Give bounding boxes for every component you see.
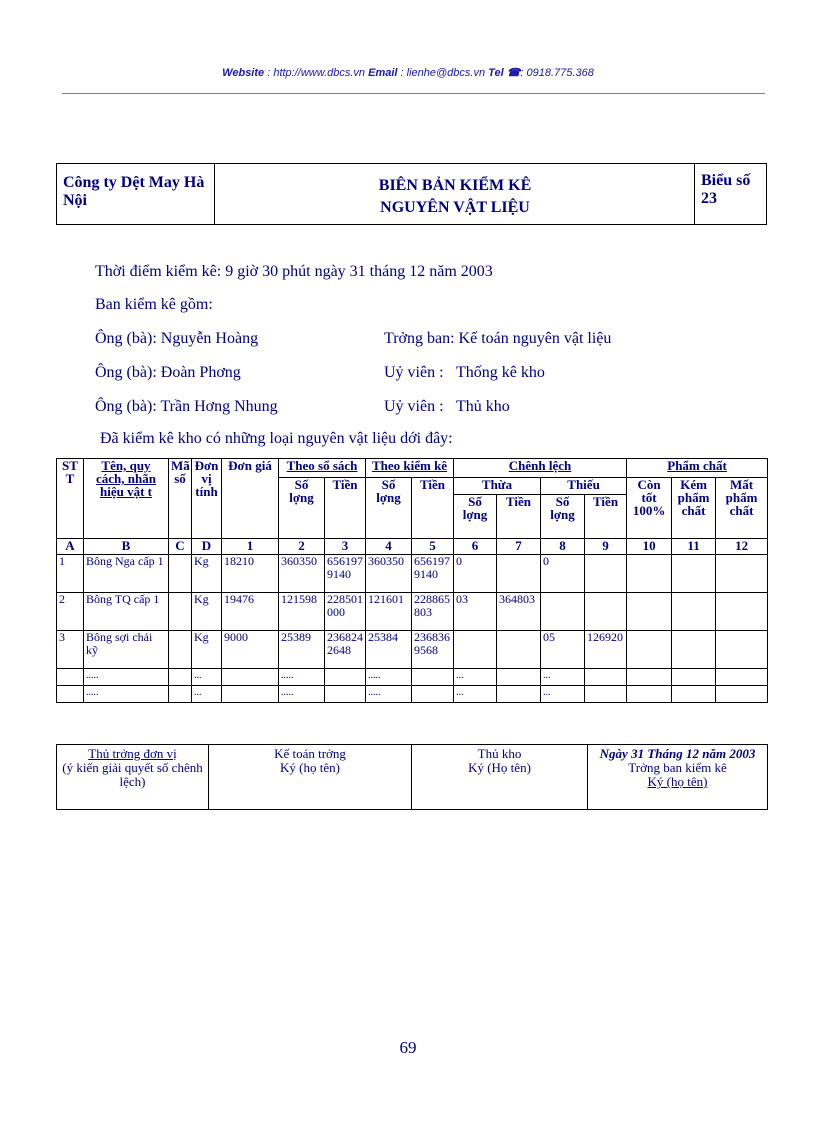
cell-book-amt: 6561979140 bbox=[325, 555, 366, 593]
cell-surplus-qty: 03 bbox=[454, 593, 497, 631]
index-cell: D bbox=[192, 539, 222, 555]
email-value: : lienhe@dbcs.vn bbox=[400, 67, 486, 79]
cell-empty bbox=[169, 686, 192, 703]
cell-price: 9000 bbox=[222, 631, 279, 669]
cell-code bbox=[169, 555, 192, 593]
member-2-role: Thống kê kho bbox=[456, 364, 545, 381]
index-cell: 6 bbox=[454, 539, 497, 555]
phone-icon: ☎ bbox=[506, 67, 521, 79]
member-3-role: Thủ kho bbox=[456, 398, 510, 415]
sig-unit-head bbox=[57, 745, 209, 810]
cell-poor bbox=[672, 555, 716, 593]
cell-unit: Kg bbox=[192, 631, 222, 669]
index-cell: 12 bbox=[716, 539, 768, 555]
page-number: 69 bbox=[399, 1038, 417, 1057]
signature-table bbox=[56, 744, 768, 810]
table-row bbox=[57, 555, 768, 593]
member-3-name: Ông (bà): Trần Hơng Nhung bbox=[95, 398, 278, 415]
cell-ellipsis: ... bbox=[192, 669, 222, 686]
cell-empty bbox=[57, 686, 84, 703]
cell-ellipsis: ..... bbox=[279, 686, 325, 703]
col-header-lost: Mất phẩm chất bbox=[716, 478, 768, 539]
index-cell: B bbox=[84, 539, 169, 555]
cell-book-amt: 228501000 bbox=[325, 593, 366, 631]
col-header-surplus: Thừa bbox=[454, 478, 541, 495]
cell-lost bbox=[716, 631, 768, 669]
cell-code bbox=[169, 631, 192, 669]
cell-shortage-qty: 05 bbox=[541, 631, 585, 669]
index-cell: A bbox=[57, 539, 84, 555]
cell-ellipsis: ... bbox=[192, 686, 222, 703]
cell-book-qty: 360350 bbox=[279, 555, 325, 593]
sig-storekeeper-title: Thủ kho bbox=[477, 746, 522, 761]
table-row-placeholder bbox=[57, 669, 768, 686]
cell-check-amt: 228865803 bbox=[412, 593, 454, 631]
col-header-check-qty: Số lợng bbox=[366, 478, 412, 539]
table-row bbox=[57, 593, 768, 631]
cell-empty bbox=[672, 686, 716, 703]
cell-empty bbox=[222, 669, 279, 686]
cell-empty bbox=[497, 669, 541, 686]
cell-surplus-amt bbox=[497, 555, 541, 593]
table-row bbox=[57, 631, 768, 669]
member-2-role-label: Uỷ viên : bbox=[384, 364, 444, 381]
cell-empty bbox=[412, 686, 454, 703]
col-header-diff: Chênh lệch bbox=[454, 459, 627, 478]
cell-code bbox=[169, 593, 192, 631]
document-title bbox=[215, 164, 695, 224]
sig-date: Ngày 31 Tháng 12 năm 2003 bbox=[599, 746, 756, 761]
index-cell: 5 bbox=[412, 539, 454, 555]
cell-price: 19476 bbox=[222, 593, 279, 631]
cell-unit: Kg bbox=[192, 555, 222, 593]
cell-surplus-amt: 364803 bbox=[497, 593, 541, 631]
sig-committee-head bbox=[588, 745, 768, 810]
col-header-name: Tên, quy cách, nhãn hiệu vật t bbox=[84, 459, 169, 539]
cell-book-amt: 2368242648 bbox=[325, 631, 366, 669]
index-cell: 2 bbox=[279, 539, 325, 555]
header-divider bbox=[62, 93, 765, 94]
cell-ellipsis: ..... bbox=[279, 669, 325, 686]
member-1-name: Ông (bà): Nguyễn Hoàng bbox=[95, 330, 259, 347]
inventory-statement: Đã kiểm kê kho có những loại nguyên vật liệu dới đây: bbox=[100, 430, 453, 447]
col-header-unit: Đơn vị tính bbox=[192, 459, 222, 539]
index-cell: 10 bbox=[627, 539, 672, 555]
col-header-book-amt: Tiền bbox=[325, 478, 366, 539]
cell-poor bbox=[672, 631, 716, 669]
col-header-stt: ST T bbox=[57, 459, 84, 539]
cell-surplus-qty: 0 bbox=[454, 555, 497, 593]
sig-unit-head-title: Thủ trởng đơn vị bbox=[88, 746, 177, 761]
index-cell: 11 bbox=[672, 539, 716, 555]
cell-shortage-qty: 0 bbox=[541, 555, 585, 593]
col-header-surplus-qty: Số lợng bbox=[454, 495, 497, 539]
cell-check-qty: 25384 bbox=[366, 631, 412, 669]
website-value: : http://www.dbcs.vn bbox=[267, 67, 366, 79]
cell-ellipsis: ..... bbox=[84, 669, 169, 686]
col-header-good: Còn tốt 100% bbox=[627, 478, 672, 539]
cell-name: Bông Nga cấp 1 bbox=[84, 555, 169, 593]
cell-name: Bông TQ cấp 1 bbox=[84, 593, 169, 631]
title-line-2: NGUYÊN VẬT LIỆU bbox=[380, 199, 530, 216]
cell-good bbox=[627, 555, 672, 593]
cell-ellipsis: ... bbox=[454, 686, 497, 703]
cell-shortage-amt bbox=[585, 555, 627, 593]
cell-ellipsis: ... bbox=[541, 686, 585, 703]
title-box bbox=[56, 163, 767, 225]
website-label: Website bbox=[222, 67, 265, 79]
cell-empty bbox=[325, 686, 366, 703]
cell-good bbox=[627, 593, 672, 631]
cell-ellipsis: ..... bbox=[366, 669, 412, 686]
sig-storekeeper-sign: Ký (Họ tên) bbox=[468, 760, 531, 775]
member-3-role-label: Uỷ viên : bbox=[384, 398, 444, 415]
cell-ellipsis: ..... bbox=[84, 686, 169, 703]
col-header-surplus-amt: Tiền bbox=[497, 495, 541, 539]
cell-lost bbox=[716, 593, 768, 631]
sig-unit-head-note: (ý kiến giải quyết số chênh lệch) bbox=[62, 760, 203, 789]
col-header-code: Mã số bbox=[169, 459, 192, 539]
cell-surplus-qty bbox=[454, 631, 497, 669]
index-cell: 3 bbox=[325, 539, 366, 555]
sig-committee-head-title: Trởng ban kiểm kê bbox=[628, 760, 727, 775]
cell-shortage-amt bbox=[585, 593, 627, 631]
member-2-name: Ông (bà): Đoàn Phơng bbox=[95, 364, 241, 381]
cell-empty bbox=[585, 669, 627, 686]
col-header-book-qty: Số lợng bbox=[279, 478, 325, 539]
index-cell: 1 bbox=[222, 539, 279, 555]
sig-chief-accountant-sign: Ký (họ tên) bbox=[280, 760, 340, 775]
company-name: Công ty Dệt May Hà Nội bbox=[57, 164, 215, 224]
tel-value: : 0918.775.368 bbox=[520, 67, 594, 79]
sig-chief-accountant-title: Kế toán trởng bbox=[274, 746, 346, 761]
cell-stt: 2 bbox=[57, 593, 84, 631]
col-header-poor: Kém phẩm chất bbox=[672, 478, 716, 539]
table-row-placeholder bbox=[57, 686, 768, 703]
cell-ellipsis: ... bbox=[454, 669, 497, 686]
sig-chief-accountant bbox=[209, 745, 412, 810]
sig-storekeeper bbox=[412, 745, 588, 810]
cell-good bbox=[627, 631, 672, 669]
col-header-price: Đơn giá bbox=[222, 459, 279, 539]
cell-empty bbox=[497, 686, 541, 703]
cell-empty bbox=[57, 669, 84, 686]
cell-empty bbox=[325, 669, 366, 686]
cell-stt: 1 bbox=[57, 555, 84, 593]
cell-empty bbox=[222, 686, 279, 703]
form-number: Biểu số 23 bbox=[694, 164, 766, 224]
cell-empty bbox=[672, 669, 716, 686]
cell-empty bbox=[627, 669, 672, 686]
title-line-1: BIÊN BẢN KIỂM KÊ bbox=[378, 177, 532, 194]
cell-empty bbox=[169, 669, 192, 686]
col-header-check-amt: Tiền bbox=[412, 478, 454, 539]
committee-heading: Ban kiểm kê gồm: bbox=[95, 296, 213, 313]
cell-ellipsis: ..... bbox=[366, 686, 412, 703]
col-header-books: Theo sổ sách bbox=[279, 459, 366, 478]
cell-surplus-amt bbox=[497, 631, 541, 669]
cell-lost bbox=[716, 555, 768, 593]
member-1-role: Trởng ban: Kế toán nguyên vật liệu bbox=[384, 330, 612, 347]
sig-committee-head-sign: Ký (họ tên) bbox=[647, 774, 708, 789]
cell-book-qty: 121598 bbox=[279, 593, 325, 631]
cell-empty bbox=[716, 669, 768, 686]
col-header-check: Theo kiểm kê bbox=[366, 459, 454, 478]
cell-empty bbox=[585, 686, 627, 703]
index-cell: 9 bbox=[585, 539, 627, 555]
index-cell: 8 bbox=[541, 539, 585, 555]
cell-empty bbox=[412, 669, 454, 686]
cell-empty bbox=[627, 686, 672, 703]
cell-price: 18210 bbox=[222, 555, 279, 593]
inventory-time: Thời điểm kiểm kê: 9 giờ 30 phút ngày 31 tháng 12 năm 2003 bbox=[95, 263, 493, 280]
cell-check-amt: 6561979140 bbox=[412, 555, 454, 593]
index-cell: C bbox=[169, 539, 192, 555]
inventory-table bbox=[56, 458, 768, 703]
col-header-shortage-amt: Tiền bbox=[585, 495, 627, 539]
email-label: Email bbox=[368, 67, 398, 79]
col-header-shortage-qty: Số lợng bbox=[541, 495, 585, 539]
col-header-quality: Phẩm chất bbox=[627, 459, 768, 478]
tel-label: Tel bbox=[488, 67, 504, 79]
index-row bbox=[57, 539, 768, 555]
cell-shortage-amt: 126920 bbox=[585, 631, 627, 669]
col-header-shortage: Thiếu bbox=[541, 478, 627, 495]
cell-unit: Kg bbox=[192, 593, 222, 631]
cell-ellipsis: ... bbox=[541, 669, 585, 686]
cell-poor bbox=[672, 593, 716, 631]
page-header-contact bbox=[0, 66, 816, 79]
cell-check-qty: 121601 bbox=[366, 593, 412, 631]
cell-shortage-qty bbox=[541, 593, 585, 631]
cell-empty bbox=[716, 686, 768, 703]
cell-check-amt: 2368369568 bbox=[412, 631, 454, 669]
index-cell: 4 bbox=[366, 539, 412, 555]
cell-check-qty: 360350 bbox=[366, 555, 412, 593]
cell-book-qty: 25389 bbox=[279, 631, 325, 669]
cell-stt: 3 bbox=[57, 631, 84, 669]
cell-name: Bông sợi chải kỹ bbox=[84, 631, 169, 669]
index-cell: 7 bbox=[497, 539, 541, 555]
